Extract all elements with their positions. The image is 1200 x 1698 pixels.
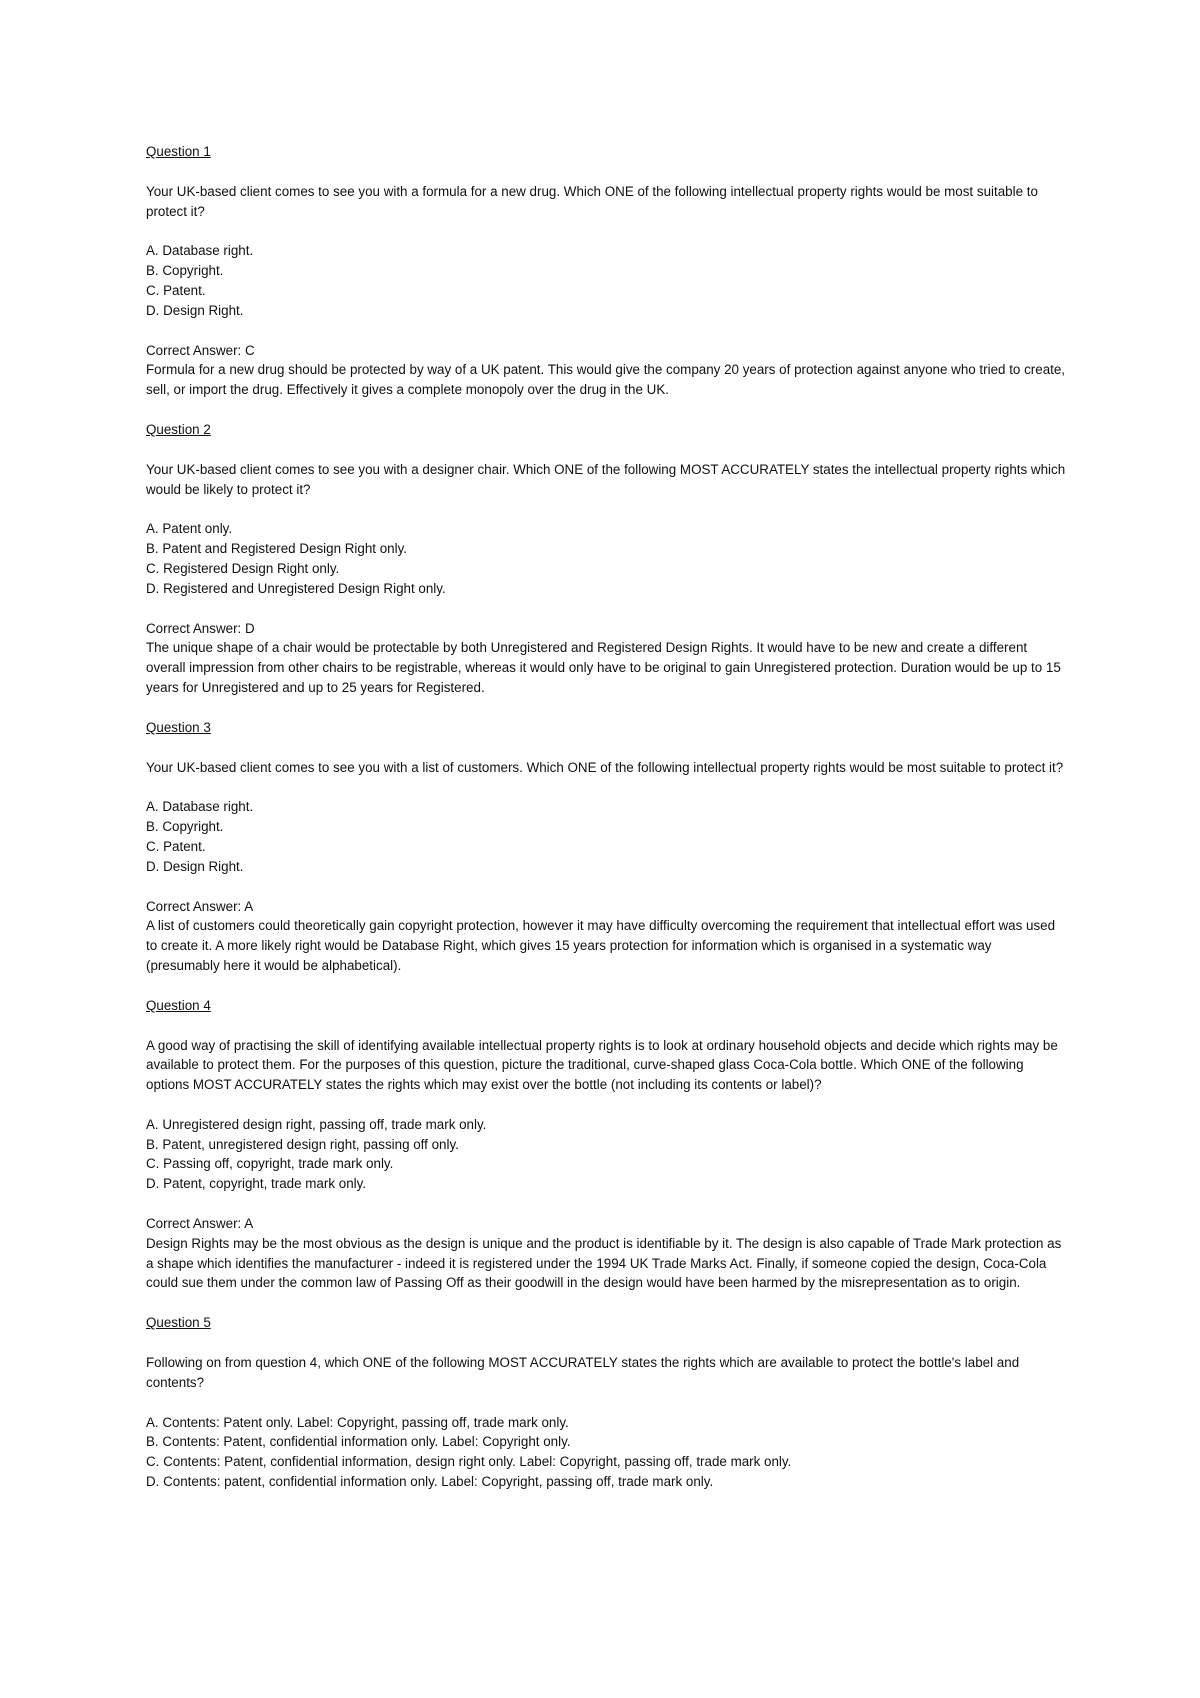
option-b: B. Contents: Patent, confidential information only. Label: Copyright only. xyxy=(146,1434,571,1450)
option-a: A. Unregistered design right, passing off, trade mark only. xyxy=(146,1116,487,1132)
correct-answer: Correct Answer: A xyxy=(146,898,254,914)
question-text: Your UK-based client comes to see you with a formula for a new drug. Which ONE of the following intellectual property rights would be most suitable to protect it? xyxy=(146,183,1038,219)
question-text: Your UK-based client comes to see you with a list of customers. Which ONE of the following intellectual property rights would be most suitable to protect it? xyxy=(146,759,1064,775)
question-1 xyxy=(146,142,1066,400)
answer-explanation: The unique shape of a chair would be protectable by both Unregistered and Registered Design Rights. It would have to be new and create a different overall impression from other chairs to be registrable, whereas it would only have to be original to gain Unregistered protection. Duration would be up to 15 years for Unregistered and up to 25 years for Registered. xyxy=(146,640,1061,695)
answer-block xyxy=(146,897,1066,976)
question-text: Following on from question 4, which ONE of the following MOST ACCURATELY states the rights which are available to protect the bottle's label and contents? xyxy=(146,1355,1020,1390)
option-list xyxy=(146,519,1066,598)
option-b: B. Copyright. xyxy=(146,819,224,835)
option-a: A. Patent only. xyxy=(146,521,233,537)
option-d: D. Design Right. xyxy=(146,302,244,318)
correct-answer: Correct Answer: D xyxy=(146,620,255,636)
question-heading: Question 4 xyxy=(146,997,211,1013)
option-a: A. Database right. xyxy=(146,799,254,815)
answer-explanation: A list of customers could theoretically gain copyright protection, however it may have difficulty overcoming the requirement that intellectual effort was used to create it. A more likely right would be Database Right, which gives 15 years protection for information which is organised in a systematic way (presumably here it would be alphabetical). xyxy=(146,918,1056,973)
question-2 xyxy=(146,420,1066,698)
option-c: C. Contents: Patent, confidential information, design right only. Label: Copyright, passing off, trade mark only. xyxy=(146,1454,792,1470)
option-list xyxy=(146,797,1066,876)
answer-block xyxy=(146,1214,1066,1293)
answer-block xyxy=(146,341,1066,400)
option-c: C. Passing off, copyright, trade mark only. xyxy=(146,1156,394,1172)
question-4 xyxy=(146,996,1066,1294)
option-c: C. Patent. xyxy=(146,282,206,298)
option-a: A. Database right. xyxy=(146,243,254,259)
option-b: B. Copyright. xyxy=(146,263,224,279)
option-d: D. Design Right. xyxy=(146,858,244,874)
question-heading: Question 3 xyxy=(146,719,211,735)
option-d: D. Contents: patent, confidential information only. Label: Copyright, passing off, trade mark only. xyxy=(146,1474,714,1490)
correct-answer: Correct Answer: C xyxy=(146,342,255,358)
option-a: A. Contents: Patent only. Label: Copyright, passing off, trade mark only. xyxy=(146,1414,569,1430)
question-text: Your UK-based client comes to see you with a designer chair. Which ONE of the following MOST ACCURATELY states the intellectual property rights which would be likely to protect it? xyxy=(146,461,1066,497)
option-d: D. Registered and Unregistered Design Right only. xyxy=(146,580,446,596)
option-list xyxy=(146,1115,1066,1194)
option-list xyxy=(146,241,1066,320)
question-text: A good way of practising the skill of identifying available intellectual property rights is to look at ordinary household objects and decide which rights may be available to protect them. For the purposes of this question, picture the traditional, curve-shaped glass Coca-Cola bottle. Which ONE of the following options MOST ACCURATELY states the rights which may exist over the bottle (not including its contents or label)? xyxy=(146,1037,1058,1093)
option-b: B. Patent and Registered Design Right only. xyxy=(146,541,408,557)
answer-explanation: Design Rights may be the most obvious as the design is unique and the product is identifiable by it. The design is also capable of Trade Mark protection as a shape which identifies the manufacturer - indeed it is registered under the 1994 UK Trade Marks Act. Finally, if someone copied the design, Coca-Cola could sue them under the common law of Passing Off as their goodwill in the design would have been harmed by the misrepresentation as to origin. xyxy=(146,1235,1062,1291)
question-5 xyxy=(146,1313,1066,1492)
question-3 xyxy=(146,718,1066,976)
question-heading: Question 2 xyxy=(146,421,211,437)
document-page xyxy=(146,142,1066,1512)
answer-explanation: Formula for a new drug should be protected by way of a UK patent. This would give the company 20 years of protection against anyone who tried to create, sell, or import the drug. Effectively it gives a complete monopoly over the drug in the UK. xyxy=(146,362,1066,398)
option-b: B. Patent, unregistered design right, passing off only. xyxy=(146,1136,459,1152)
answer-block xyxy=(146,619,1066,698)
option-d: D. Patent, copyright, trade mark only. xyxy=(146,1176,367,1192)
option-c: C. Registered Design Right only. xyxy=(146,560,340,576)
correct-answer: Correct Answer: A xyxy=(146,1216,254,1232)
question-heading: Question 5 xyxy=(146,1315,211,1331)
option-c: C. Patent. xyxy=(146,838,206,854)
question-heading: Question 1 xyxy=(146,144,211,159)
option-list xyxy=(146,1413,1066,1492)
